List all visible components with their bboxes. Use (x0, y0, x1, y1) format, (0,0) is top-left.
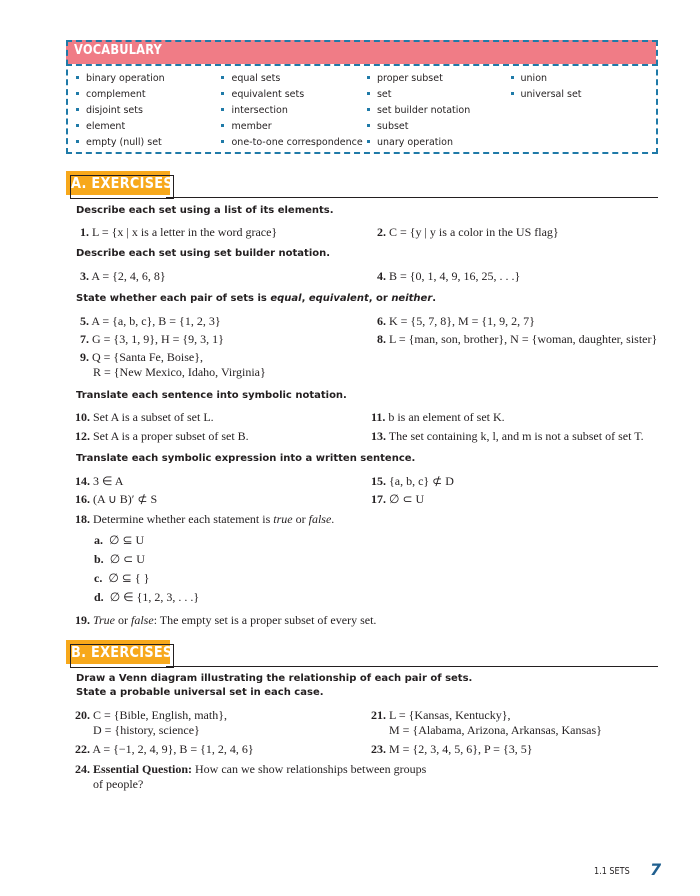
bullet-icon (221, 124, 224, 127)
exercise-6: 6. K = {5, 7, 8}, M = {1, 9, 2, 7} (377, 314, 535, 328)
exercise-5: 5. A = {a, b, c}, B = {1, 2, 3} (80, 314, 221, 328)
vocabulary-column (365, 71, 509, 151)
exercise-10: 10. Set A is a subset of set L. (75, 410, 214, 424)
exercise-4: 4. B = {0, 1, 4, 9, 16, 25, . . .} (377, 269, 521, 283)
exercise-24-line-2: of people? (93, 777, 144, 791)
section-a-header (66, 171, 658, 199)
exercise-3: 3. A = {2, 4, 6, 8} (80, 269, 166, 283)
exercise-19: 19. True or false: The empty set is a proper subset of every set. (75, 613, 377, 627)
vocabulary-term: disjoint sets (74, 103, 219, 119)
exercise-11: 11. b is an element of set K. (371, 410, 505, 424)
exercise-20-line-2: D = {history, science} (93, 723, 200, 737)
section-b-header (66, 640, 658, 668)
dashed-border-right (656, 40, 658, 154)
exercise-18a: a. ∅ ⊆ U (94, 533, 145, 547)
vocabulary-term: complement (74, 87, 219, 103)
exercise-23: 23. M = {2, 3, 4, 5, 6}, P = {3, 5} (371, 742, 533, 756)
bullet-icon (367, 140, 370, 143)
section-a-title: A. EXERCISES (71, 174, 173, 192)
vocabulary-term: one-to-one correspondence (219, 135, 364, 151)
bullet-icon (511, 92, 514, 95)
bullet-icon (221, 76, 224, 79)
exercise-24: 24. Essential Question: How can we show relationships between groups (75, 762, 427, 776)
exercise-1: 1. L = {x | x is a letter in the word grace} (80, 225, 278, 239)
exercise-21: 21. L = {Kansas, Kentucky}, (371, 708, 511, 722)
exercise-2: 2. C = {y | y is a color in the US flag} (377, 225, 559, 239)
bullet-icon (221, 108, 224, 111)
instruction-universal-set: State a probable universal set in each case. (76, 687, 324, 698)
exercise-16: 16. (A ∪ B)′ ⊄ S (75, 492, 158, 506)
vocabulary-term: empty (null) set (74, 135, 219, 151)
vocabulary-term: set (365, 87, 509, 103)
exercise-18c: c. ∅ ⊆ { } (94, 571, 150, 585)
vocabulary-term: equal sets (219, 71, 364, 87)
bullet-icon (76, 76, 79, 79)
section-rule (166, 666, 658, 667)
bullet-icon (221, 140, 224, 143)
vocabulary-term: binary operation (74, 71, 219, 87)
bullet-icon (76, 124, 79, 127)
footer-section-label: 1.1 SETS (594, 866, 630, 877)
bullet-icon (76, 108, 79, 111)
dashed-border-divider (66, 64, 658, 66)
vocabulary-term: equivalent sets (219, 87, 364, 103)
instruction-venn-diagram: Draw a Venn diagram illustrating the relationship of each pair of sets. (76, 673, 473, 684)
exercise-18: 18. Determine whether each statement is true or false. (75, 512, 335, 526)
exercise-17: 17. ∅ ⊂ U (371, 492, 425, 506)
bullet-icon (511, 76, 514, 79)
vocabulary-term: member (219, 119, 364, 135)
vocabulary-term: subset (365, 119, 509, 135)
bullet-icon (367, 124, 370, 127)
dashed-border-left (66, 40, 68, 154)
vocabulary-column (74, 71, 219, 151)
exercise-12: 12. Set A is a proper subset of set B. (75, 429, 249, 443)
exercise-18d: d. ∅ ∈ {1, 2, 3, . . .} (94, 590, 200, 604)
vocabulary-column (219, 71, 364, 151)
vocabulary-columns (74, 71, 654, 151)
vocabulary-term: universal set (509, 87, 654, 103)
dashed-border-bottom (66, 152, 658, 154)
dashed-border-top (66, 40, 658, 42)
bullet-icon (221, 92, 224, 95)
vocabulary-box (66, 40, 658, 154)
vocabulary-term: intersection (219, 103, 364, 119)
exercise-21-line-2: M = {Alabama, Arizona, Arkansas, Kansas} (389, 723, 602, 737)
vocabulary-term: element (74, 119, 219, 135)
exercise-14: 14. 3 ∈ A (75, 474, 124, 488)
vocabulary-column (509, 71, 654, 151)
bullet-icon (76, 140, 79, 143)
exercise-7: 7. G = {3, 1, 9}, H = {9, 3, 1} (80, 332, 224, 346)
exercise-15: 15. {a, b, c} ⊄ D (371, 474, 454, 488)
exercise-20: 20. C = {Bible, English, math}, (75, 708, 227, 722)
exercise-18b: b. ∅ ⊂ U (94, 552, 145, 566)
exercise-9-line-2: R = {New Mexico, Idaho, Virginia} (93, 365, 266, 379)
section-rule (166, 197, 658, 198)
instruction-written-sentence: Translate each symbolic expression into a written sentence. (76, 453, 416, 464)
vocabulary-term: unary operation (365, 135, 509, 151)
vocabulary-term: union (509, 71, 654, 87)
exercise-22: 22. A = {−1, 2, 4, 9}, B = {1, 2, 4, 6} (75, 742, 254, 756)
section-b-title: B. EXERCISES (71, 643, 173, 661)
bullet-icon (367, 76, 370, 79)
exercise-9: 9. Q = {Santa Fe, Boise}, (80, 350, 203, 364)
exercise-13: 13. The set containing k, l, and m is not a subset of set T. (371, 429, 644, 443)
page-number: 7 (650, 860, 662, 879)
exercise-8: 8. L = {man, son, brother}, N = {woman, daughter, sister} (377, 332, 658, 346)
instruction-list-elements: Describe each set using a list of its elements. (76, 205, 334, 216)
bullet-icon (367, 108, 370, 111)
instruction-equal-equivalent: State whether each pair of sets is equal, equivalent, or neither. (76, 293, 437, 304)
bullet-icon (76, 92, 79, 95)
vocabulary-term: set builder notation (365, 103, 509, 119)
instruction-set-builder: Describe each set using set builder notation. (76, 248, 331, 259)
bullet-icon (367, 92, 370, 95)
instruction-symbolic-notation: Translate each sentence into symbolic notation. (76, 390, 347, 401)
vocabulary-term: proper subset (365, 71, 509, 87)
vocabulary-title: VOCABULARY (74, 43, 163, 58)
